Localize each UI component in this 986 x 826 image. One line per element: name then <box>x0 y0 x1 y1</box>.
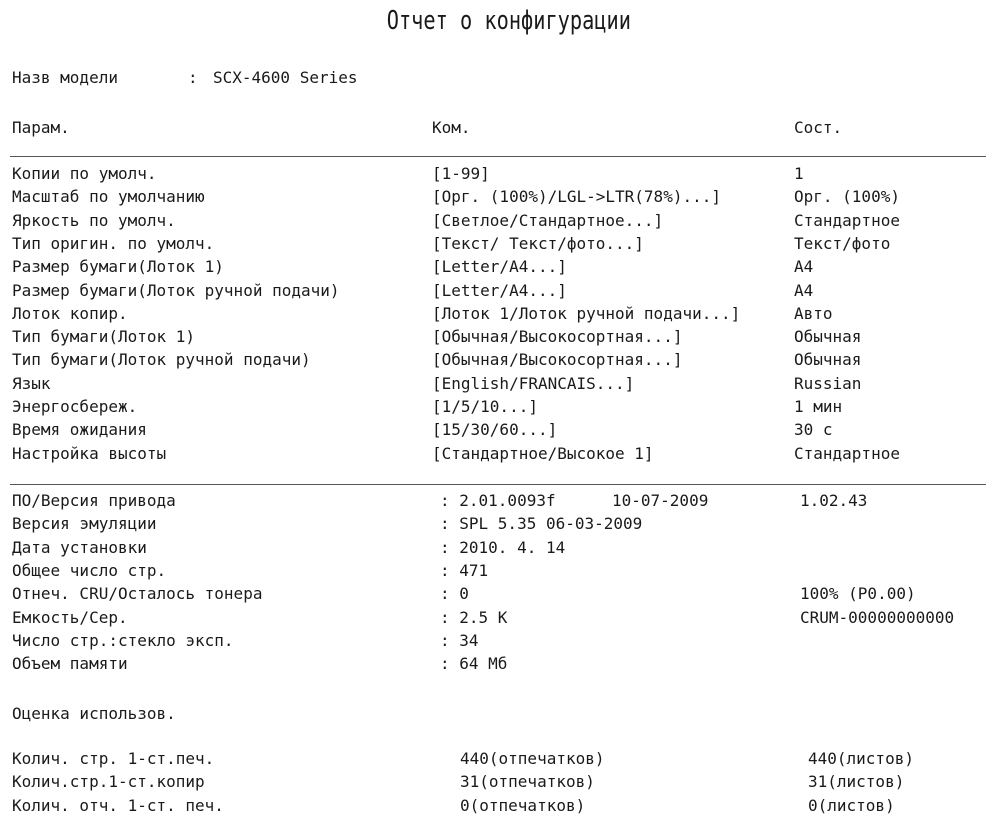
info-param: Дата установки <box>12 538 147 557</box>
info-state: CRUM-00000000000 <box>800 608 955 627</box>
usage-prints: 440(отпечатков) <box>460 749 605 768</box>
header-param: Парам. <box>12 118 70 137</box>
info-state: 1.02.43 <box>800 491 868 510</box>
usage-sheets: 31(листов) <box>808 772 905 791</box>
setting-param: Язык <box>12 374 51 393</box>
divider <box>10 156 986 157</box>
model-separator: : <box>188 68 198 87</box>
usage-heading: Оценка использов. <box>12 704 176 723</box>
info-param: Число стр.:стекло эксп. <box>12 631 234 650</box>
setting-param: Настройка высоты <box>12 444 167 463</box>
setting-state: Обычная <box>794 327 862 346</box>
setting-param: Тип бумаги(Лоток ручной подачи) <box>12 350 311 369</box>
setting-state: Орг. (100%) <box>794 187 900 206</box>
setting-param: Масштаб по умолчанию <box>12 187 205 206</box>
info-param: ПО/Версия привода <box>12 491 176 510</box>
info-param: Емкость/Сер. <box>12 608 128 627</box>
report-title: Отчет о конфигурации <box>386 6 631 36</box>
setting-state: Стандартное <box>794 444 900 463</box>
setting-comm: [Обычная/Высокосортная...] <box>432 327 683 346</box>
setting-state: A4 <box>794 257 814 276</box>
info-param: Объем памяти <box>12 654 128 673</box>
setting-param: Лоток копир. <box>12 304 128 323</box>
setting-param: Энергосбереж. <box>12 397 138 416</box>
setting-comm: [1-99] <box>432 164 490 183</box>
setting-state: Авто <box>794 304 833 323</box>
info-param: Отнеч. CRU/Осталось тонера <box>12 584 263 603</box>
setting-comm: [Обычная/Высокосортная...] <box>432 350 683 369</box>
setting-comm: [Стандартное/Высокое 1] <box>432 444 654 463</box>
info-value: : 2.5 K <box>440 608 508 627</box>
setting-comm: [Letter/A4...] <box>432 281 567 300</box>
usage-prints: 0(отпечатков) <box>460 796 586 815</box>
divider <box>10 484 986 485</box>
setting-param: Копии по умолч. <box>12 164 157 183</box>
setting-comm: [Letter/A4...] <box>432 257 567 276</box>
info-value: : 64 Мб <box>440 654 508 673</box>
info-state: 100% (P0.00) <box>800 584 916 603</box>
setting-param: Тип бумаги(Лоток 1) <box>12 327 196 346</box>
setting-param: Яркость по умолч. <box>12 211 176 230</box>
setting-state: Текст/фото <box>794 234 891 253</box>
setting-state: 1 <box>794 164 804 183</box>
setting-comm: [English/FRANCAIS...] <box>432 374 635 393</box>
setting-param: Тип оригин. по умолч. <box>12 234 215 253</box>
info-extra: 10-07-2009 <box>612 491 709 510</box>
setting-comm: [1/5/10...] <box>432 397 538 416</box>
setting-state: 1 мин <box>794 397 843 416</box>
info-value: : 2.01.0093f <box>440 491 556 510</box>
setting-state: 30 с <box>794 420 833 439</box>
info-value: : 471 <box>440 561 489 580</box>
setting-comm: [Светлое/Стандартное...] <box>432 211 664 230</box>
usage-sheets: 0(листов) <box>808 796 895 815</box>
info-value: : 2010. 4. 14 <box>440 538 566 557</box>
setting-state: A4 <box>794 281 814 300</box>
usage-sheets: 440(листов) <box>808 749 914 768</box>
info-value: : 34 <box>440 631 479 650</box>
header-comm: Ком. <box>432 118 471 137</box>
setting-param: Размер бумаги(Лоток 1) <box>12 257 224 276</box>
info-value: : 0 <box>440 584 469 603</box>
setting-param: Размер бумаги(Лоток ручной подачи) <box>12 281 340 300</box>
setting-comm: [Лоток 1/Лоток ручной подачи...] <box>432 304 741 323</box>
setting-comm: [Текст/ Текст/фото...] <box>432 234 644 253</box>
header-state: Сост. <box>794 118 843 137</box>
usage-prints: 31(отпечатков) <box>460 772 595 791</box>
setting-param: Время ожидания <box>12 420 147 439</box>
usage-param: Колич. отч. 1-ст. печ. <box>12 796 224 815</box>
info-param: Версия эмуляции <box>12 514 157 533</box>
model-label: Назв модели <box>12 68 118 87</box>
info-param: Общее число стр. <box>12 561 167 580</box>
setting-comm: [Орг. (100%)/LGL->LTR(78%)...] <box>432 187 721 206</box>
usage-param: Колич. стр. 1-ст.печ. <box>12 749 215 768</box>
usage-param: Колич.стр.1-ст.копир <box>12 772 205 791</box>
info-value: : SPL 5.35 06-03-2009 <box>440 514 643 533</box>
setting-state: Обычная <box>794 350 862 369</box>
setting-state: Стандартное <box>794 211 900 230</box>
setting-state: Russian <box>794 374 862 393</box>
setting-comm: [15/30/60...] <box>432 420 558 439</box>
model-value: SCX-4600 Series <box>213 68 358 87</box>
